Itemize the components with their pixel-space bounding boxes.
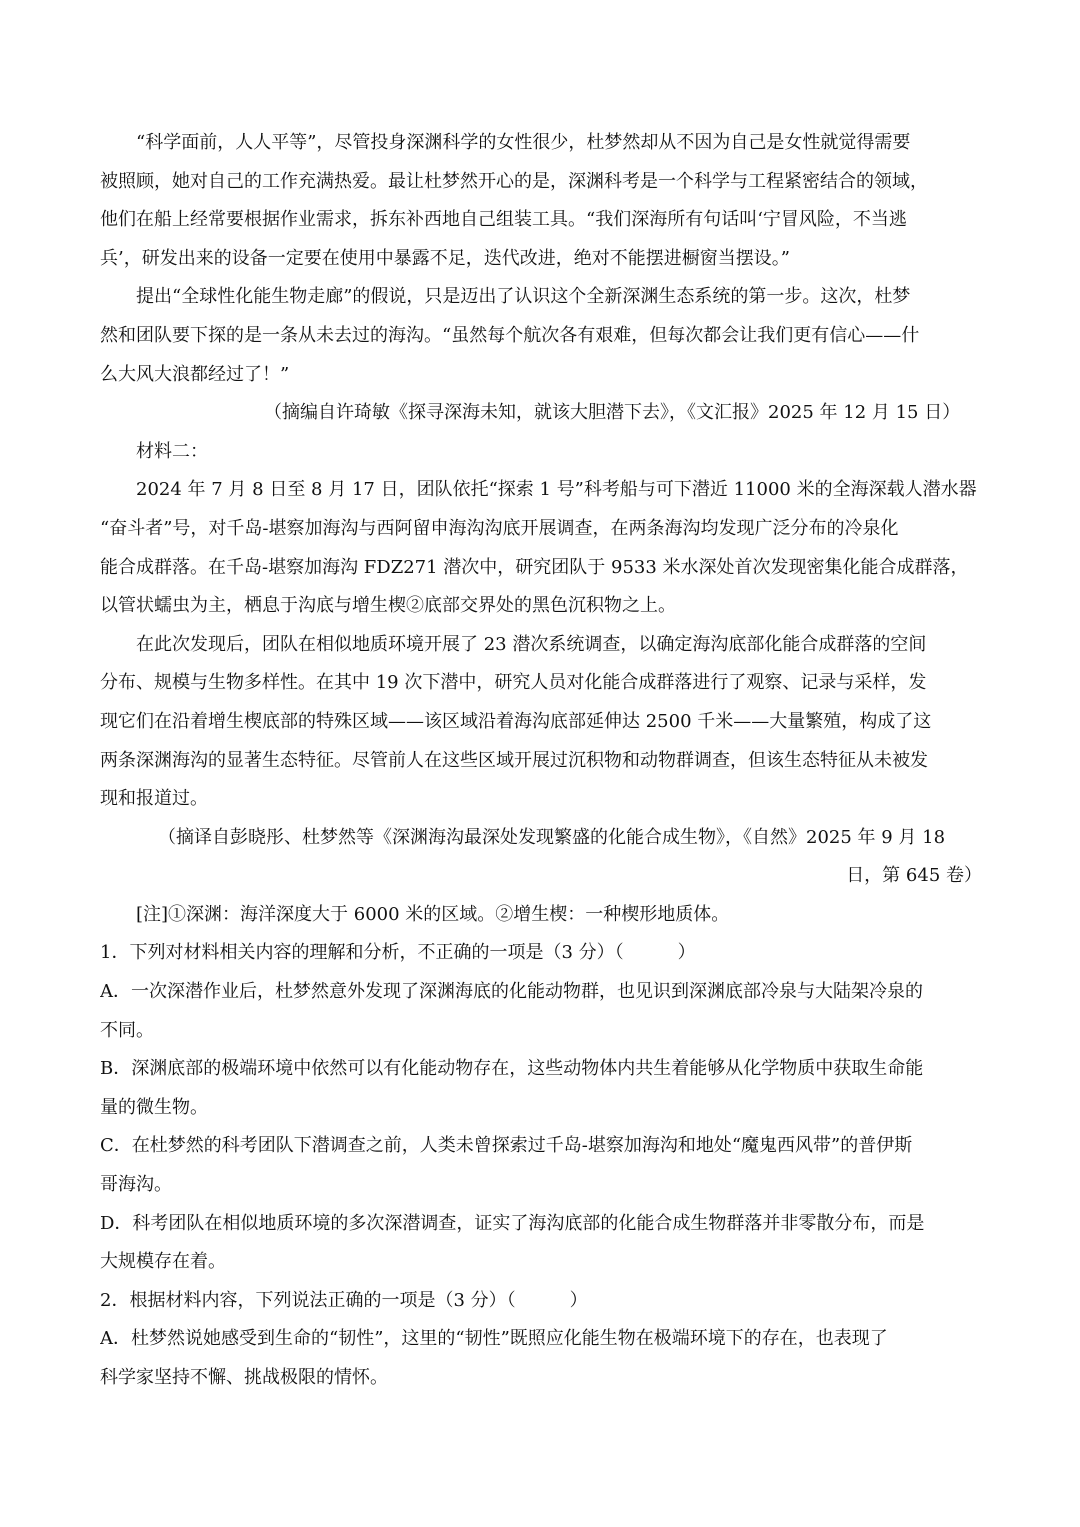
text-line: “科学面前，人人平等”，尽管投身深渊科学的女性很少，杜梦然却从不因为自己是女性就觉得需要	[136, 132, 911, 153]
text-line: 么大风大浪都经过了！”	[100, 363, 290, 385]
text-line: 他们在船上经常要根据作业需求，拆东补西地自己组装工具。“我们深海所有句话叫‘宁冒风险，不当逃	[100, 209, 907, 231]
text-line: A．一次深潜作业后，杜梦然意外发现了深渊海底的化能动物群，也见识到深渊底部冷泉与大陆架冷泉的	[100, 981, 923, 1003]
option-c[interactable]	[100, 1127, 982, 1204]
question-1	[100, 934, 982, 1281]
paragraph-1	[100, 124, 982, 278]
material-2-heading: 材料二：	[136, 440, 208, 462]
question-stem: 1．下列对材料相关内容的理解和分析，不正确的一项是（3 分）（ ）	[100, 942, 696, 964]
text-line: （摘译自彭晓彤、杜梦然等《深渊海沟最深处发现繁盛的化能合成生物》，《自然》2025 年 9 月 18	[158, 826, 946, 848]
text-line: 日，第 645 卷）	[846, 865, 982, 887]
option-b[interactable]	[100, 1050, 982, 1127]
text-line: 不同。	[100, 1019, 154, 1041]
paragraph-4	[100, 626, 982, 819]
text-line: 现和报道过。	[100, 788, 208, 810]
text-line: 现它们在沿着增生楔底部的特殊区域——该区域沿着海沟底部延伸达 2500 千米——大量繁殖，构成了这	[100, 710, 932, 732]
text-line: 以管状蠕虫为主，栖息于沟底与增生楔②底部交界处的黑色沉积物之上。	[100, 595, 676, 617]
text-line: 分布、规模与生物多样性。在其中 19 次下潜中，研究人员对化能合成群落进行了观察、记录与采样，发	[100, 672, 927, 694]
text-line: 哥海沟。	[100, 1174, 172, 1196]
text-line: 两条深渊海沟的显著生态特征。尽管前人在这些区域开展过沉积物和动物群调查，但该生态特征从未被发	[100, 749, 928, 771]
text-line: 被照顾，她对自己的工作充满热爱。最让杜梦然开心的是，深渊科考是一个科学与工程紧密结合的领域，	[100, 170, 928, 192]
document-page	[100, 124, 982, 1398]
text-line: 2024 年 7 月 8 日至 8 月 17 日，团队依托“探索 1 号”科考船与可下潜近 11000 米的全海深载人潜水器	[136, 479, 977, 501]
paragraph-3	[100, 471, 982, 625]
text-line: “奋斗者”号，对千岛-堪察加海沟与西阿留申海沟沟底开展调查，在两条海沟均发现广泛分布的冷泉化	[100, 517, 899, 539]
footnote: [注]①深渊：海洋深度大于 6000 米的区域。②增生楔：一种楔形地质体。	[136, 903, 730, 925]
text-line: 科学家坚持不懈、挑战极限的情怀。	[100, 1367, 388, 1388]
text-line: D．科考团队在相似地质环境的多次深潜调查，证实了海沟底部的化能合成生物群落并非零散分布，而是	[100, 1212, 925, 1234]
text-line: 大规模存在着。	[100, 1251, 226, 1273]
option-a[interactable]	[100, 1320, 982, 1397]
text-line: 提出“全球性化能生物走廊”的假说，只是迈出了认识这个全新深渊生态系统的第一步。这次，杜梦	[136, 286, 911, 308]
text-line: 量的微生物。	[100, 1096, 208, 1118]
option-a[interactable]	[100, 973, 982, 1050]
option-d[interactable]	[100, 1205, 982, 1282]
source-citation-2	[100, 819, 982, 896]
paragraph-2	[100, 278, 982, 394]
text-line: B．深渊底部的极端环境中依然可以有化能动物存在，这些动物体内共生着能够从化学物质中获取生命能	[100, 1058, 924, 1080]
text-line: C．在杜梦然的科考团队下潜调查之前，人类未曾探索过千岛-堪察加海沟和地处“魔鬼西风带”的普伊斯	[100, 1135, 913, 1157]
question-2	[100, 1282, 982, 1398]
text-line: 能合成群落。在千岛-堪察加海沟 FDZ271 潜次中，研究团队于 9533 米水深处首次发现密集化能合成群落，	[100, 556, 969, 578]
question-stem: 2．根据材料内容，下列说法正确的一项是（3 分）（ ）	[100, 1289, 588, 1311]
text-line: 在此次发现后，团队在相似地质环境开展了 23 潜次系统调查，以确定海沟底部化能合成群落的空间	[136, 633, 927, 655]
text-line: 兵’，研发出来的设备一定要在使用中暴露不足，迭代改进，绝对不能摆进橱窗当摆设。”	[100, 247, 790, 269]
text-line: 然和团队要下探的是一条从未去过的海沟。“虽然每个航次各有艰难，但每次都会让我们更有信心——什	[100, 324, 920, 346]
source-citation-1: （摘编自许琦敏《探寻深海未知，就该大胆潜下去》，《文汇报》2025 年 12 月 15 日）	[264, 402, 961, 424]
text-line: A．杜梦然说她感受到生命的“韧性”，这里的“韧性”既照应化能生物在极端环境下的存在，也表现了	[100, 1328, 888, 1350]
